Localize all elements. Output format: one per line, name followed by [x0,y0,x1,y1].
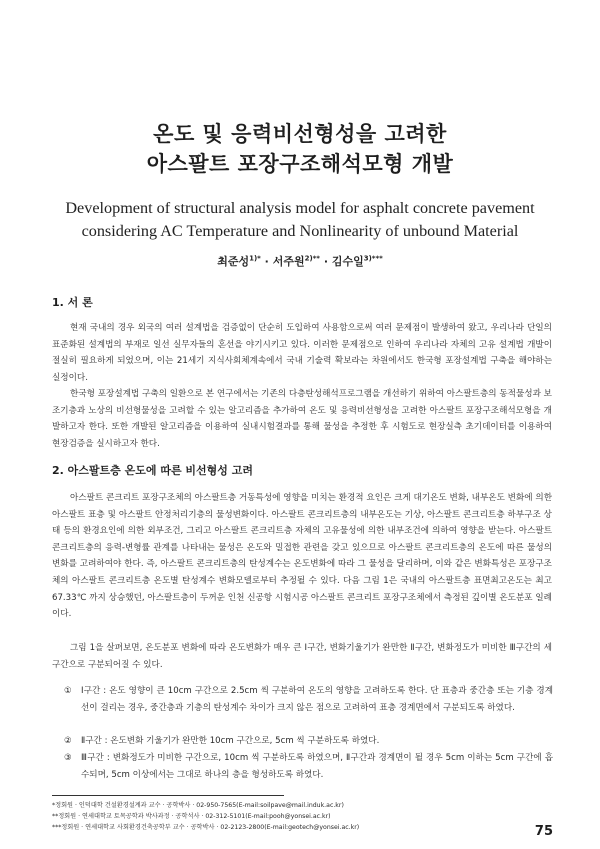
title-english [60,197,540,243]
author-mark: 2)** [304,254,320,263]
author-name: 서주원 [272,255,305,268]
author-separator: · [319,255,332,268]
list-item-number: ① [64,686,72,696]
section-heading-introduction: 1. 서 론 [52,296,93,309]
title-english-line-2: considering AC Temperature and Nonlinearity of unbound Material [81,222,519,240]
author-mark: 1)* [249,254,261,263]
footnote-divider [52,795,284,796]
footnote: **정회원 · 연세대학교 토목공학과 박사과정 · 공학석사 · 02-312-5101(E-mail:pooh@yonsei.ac.kr) [52,812,331,820]
page-number: 75 [534,824,553,839]
paragraph-text: 한국형 포장설계법 구축의 일환으로 본 연구에서는 기존의 다층탄성해석프로그램을 개선하기 위하여 아스팔트층의 동적물성과 보조기층과 노상의 비선형물성을 고려할 수 있는 알고리즘을 추가하여 온도 및 응력비선형성을 고려한 아스팔트 포장구조해석모형을 개발하고자 한다. 또한 개발된 알고리즘을 이용하여 실내시험결과를 통해 물성을 추정한 후 시험도로 현장실측 초기데이터를 이용하여 현장검증을 실시하고자 한다. [52,389,552,449]
section-heading-temperature: 2. 아스팔트층 온도에 따른 비선형성 고려 [52,464,253,477]
title-korean-line-1: 온도 및 응력비선형성을 고려한 [153,122,447,146]
paragraph-text: 아스팔트 콘크리트 포장구조체의 아스팔트층 거동특성에 영향을 미치는 환경적 요인은 크게 대기온도 변화, 내부온도 변화에 의한 아스팔트 표층 및 아스팔트 안정처리기층의 물성변화이다. 아스팔트 콘크리트층의 내부온도는 기상, 아스팔트 콘크리트층 하부구조 상태 등의 환경요인에 의한 외부조건, 그리고 아스팔트 콘크리트층 자체의 고유물성에 의한 내부조건에 의하여 영향을 받는다. 아스팔트 콘크리트층의 응력-변형률 관계를 나타내는 물성은 온도와 밀접한 관련을 갖고 있으므로 아스팔트 콘크리트층의 온도에 따른 물성의 변화를 고려하여야 한다. 즉, 아스팔트 콘크리트층의 탄성계수는 온도변화에 따라 그 물성을 달리하며, 이와 같은 변화특성은 포장구조체의 아스팔트 콘크리트층 온도별 탄성계수 변화모델로부터 추정될 수 있다. 다음 그림 1은 국내의 아스팔트층 표면최고온도는 최고 67.33℃ 까지 상승했던, 아스팔트층이 두꺼운 인천 신공항 시험시공 아스팔트 콘크리트 포장구조체에서 측정된 깊이별 온도분포 일례이다. [52,493,552,620]
author-name: 김수일 [331,255,364,268]
body-paragraph [52,386,552,452]
list-item-text: Ⅱ구간 : 온도변화 기울기가 완만한 10cm 구간으로, 5cm 씩 구분하도록 하였다. [81,736,380,746]
body-paragraph [52,640,552,673]
footnote: ***정회원 · 연세대학교 사회환경건축공학부 교수 · 공학박사 · 02-2123-2800(E-mail:geotech@yonsei.ac.kr) [52,823,360,831]
footnote: *정회원 · 인덕대학 건설환경설계과 교수 · 공학박사 · 02-950-7565(E-mail:soilpave@mail.induk.ac.kr) [52,802,344,809]
paragraph-text: 현재 국내의 경우 외국의 여러 설계법을 검증없이 단순히 도입하여 사용함으로써 여러 문제점이 발생하여 왔고, 우리나라 단일의 표준화된 설계법의 부재로 일선 실무자들의 혼선을 야기시키고 있다. 이러한 문제점으로 인하여 우리나라 자체의 고유 설계법 개발이 절실히 필요하게 되었으며, 이는 21세기 지식사회체계속에서 국내 기술력 확보라는 차원에서도 한국형 포장설계법 구축을 해야하는 실정이다. [52,323,552,383]
list-item-text: Ⅰ구간 : 온도 영향이 큰 10cm 구간으로 2.5cm 씩 구분하여 온도의 영향을 고려하도록 한다. 단 표층과 중간층 또는 기층 경계선이 걸리는 경우, 중간층과 기층의 탄성계수 차이가 크지 않은 점으로 고려하여 표층 경계면에서 구분되도록 하였다. [81,686,553,713]
footnotes [52,801,552,833]
author-separator: · [260,255,273,268]
body-paragraph [52,320,552,386]
title-korean-line-2: 아스팔트 포장구조해석모형 개발 [146,152,454,176]
list-item-number: ② [64,736,72,746]
paragraph-text: 그림 1을 살펴보면, 온도분포 변화에 따라 온도변화가 매우 큰 Ⅰ구간, 변화기울기가 완만한 Ⅱ구간, 변화정도가 미비한 Ⅲ구간의 세 구간으로 구분되어질 수 있다. [52,643,552,670]
title-english-line-1: Development of structural analysis model for asphalt concrete pavement [65,199,535,217]
body-paragraph [52,490,552,623]
author-list [0,253,600,269]
author-mark: 3)*** [363,254,383,263]
author-name: 최준성 [217,255,250,268]
list-item-text: Ⅲ구간 : 변화정도가 미비한 구간으로, 10cm 씩 구분하도록 하였으며, Ⅱ구간과 경계면이 될 경우 5cm 이하는 5cm 구간에 흡수되며, 5cm 이상에서는 그대로 하나의 층을 형성하도록 하였다. [81,753,553,780]
list-item-number: ③ [64,753,72,763]
